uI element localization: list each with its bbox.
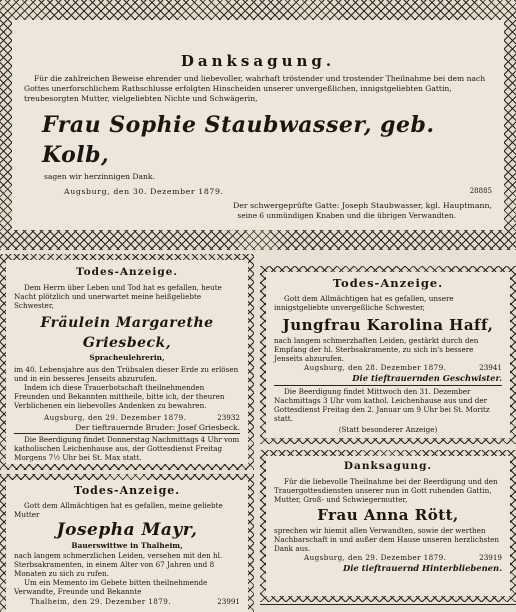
notice-intro: Dem Herrn über Leben und Tod hat es gefallen, heute Nacht plötzlich und unerwartet meine heißgeliebte Schwester,	[14, 283, 222, 310]
funeral-note: Die Beerdigung findet Donnerstag Nachmittags 4 Uhr vom katholischen Leichenhause aus, der Gottesdienst Freitag Morgens 7½ Uhr bei St. Max statt.	[14, 435, 240, 462]
notice-body: nach langem schmerzhaften Leiden, gestärkt durch den Empfang der hl. Sterbsakramente, zu sich in's bessere Jenseits abzurufen.	[274, 336, 479, 363]
notice-title: Danksagung.	[343, 460, 433, 472]
notice-intro: Gott dem Allmächtigen hat es gefallen, unsere innigstgeliebte unvergeßliche Schwester,	[274, 294, 454, 312]
notice-frame	[266, 456, 510, 596]
notice-body-2: Indem ich diese Trauerbotschaft theilnehmenden Freunden und Bekannten mittheile, bitte ich, der theuren Verblichenen ein liebevolles Andenken zu bewahren.	[14, 383, 225, 410]
place-date: Augsburg, den 29. Dezember 1879.	[44, 413, 187, 422]
deceased-name: Frau Sophie Staubwasser, geb. Kolb,	[42, 112, 435, 168]
signature-continuation: seine 6 unmündigen Knaben und die übrigen Verwandten.	[237, 211, 456, 220]
place-date: Thalheim, den 29. Dezember 1879.	[30, 597, 171, 606]
notice-intro: Gott dem Allmächtigen hat es gefallen, meine geliebte Mutter	[14, 501, 223, 519]
notice-body: Für die liebevolle Theilnahme bei der Beerdigung und den Trauergottesdiensten unserer nun in Gott ruhenden Gattin, Mutter, Groß- und Schwiegermutter,	[274, 477, 498, 504]
signature: Die tieftrauernd Hinterbliebenen.	[342, 563, 502, 573]
notice-danksagung-staubwasser	[0, 0, 516, 250]
deceased-name: Jungfrau Karolina Haff,	[282, 316, 494, 334]
notice-body: im 40. Lebensjahre aus den Trübsalen dieser Erde zu erlösen und in ein besseres Jenseits abzurufen.	[14, 365, 239, 383]
thanks-line: sagen wir herzinnigen Dank.	[44, 172, 155, 181]
page-bottom-rule	[260, 604, 516, 612]
title-banner	[130, 48, 386, 74]
notice-body-2: sprechen wir hiemit allen Verwandten, sowie der werthen Nachbarschaft in und außer dem Hause unseren herzlichsten Dank aus.	[274, 526, 500, 553]
notice-title: Todes-Anzeige.	[332, 276, 444, 290]
notice-frame	[266, 272, 510, 438]
place-date: Augsburg, den 30. Dezember 1879.	[64, 187, 224, 196]
signature: Der schwergeprüfte Gatte: Joseph Staubwasser, kgl. Hauptmann,	[233, 201, 492, 210]
signature: Der tieftrauernde Bruder: Josef Griesbeck.	[75, 423, 240, 432]
notice-body: nach langem schmerzlichen Leiden, versehen mit den hl. Sterbsakramenten, in einem Alter von 67 Jahren und 8 Monaten zu sich zu rufen.	[14, 551, 223, 578]
notice-frame	[6, 480, 248, 612]
notice-frame	[6, 260, 248, 464]
notice-number: 28885	[469, 187, 492, 195]
signature: Die tieftrauernden Geschwister.	[352, 373, 502, 383]
deceased-name: Fräulein Margarethe Griesbeck,	[40, 315, 214, 351]
notice-number: 23991	[217, 597, 240, 606]
deceased-name: Josepha Mayr,	[56, 520, 198, 540]
place-date: Augsburg, den 29. Dezember 1879.	[304, 553, 447, 562]
notice-title: Todes-Anzeige.	[76, 266, 178, 278]
notice-number: 23919	[479, 553, 502, 562]
funeral-note: Die Beerdigung findet Mittwoch den 31. Dezember Nachmittags 3 Uhr vom kathol. Leichenhause aus und der Gottesdienst Freitag den 2. Januar um 9 Uhr bei St. Moritz statt.	[274, 385, 502, 423]
notice-danksagung-roett	[260, 450, 516, 602]
deceased-role: Spracheulehrerin,	[89, 353, 165, 362]
notice-todes-anzeige-haff	[260, 266, 516, 444]
deceased-name: Frau Anna Rött,	[317, 506, 459, 524]
notice-body-2: Um ein Memento im Gebete bitten theilnehmende Verwandte, Freunde und Bekannte	[14, 578, 208, 596]
notice-todes-anzeige-mayr	[0, 474, 254, 612]
notice-title: Todes-Anzeige.	[73, 484, 181, 497]
notice-remark: (Statt besonderer Anzeige)	[338, 425, 438, 434]
deceased-role: Bauerswittwe in Thalheim,	[71, 541, 183, 550]
notice-number: 23941	[479, 363, 502, 372]
place-date: Augsburg, den 28. Dezember 1879.	[304, 363, 447, 372]
notice-body: Für die zahlreichen Beweise ehrender und liebevoller, wahrhaft tröstender und trostender Theilnahme bei dem nach Gottes unerforschlichem Rathschlusse erfolgten Hinscheiden unserer unvergeßlichen, innigstgeliebten Gattin, treubesorgten Mutter, vielgeliebten Nichte und Schwägerin,	[24, 74, 486, 103]
notice-todes-anzeige-griesbeck	[0, 254, 254, 470]
notice-number: 23932	[217, 413, 240, 422]
notice-title: Danksagung.	[180, 52, 336, 70]
